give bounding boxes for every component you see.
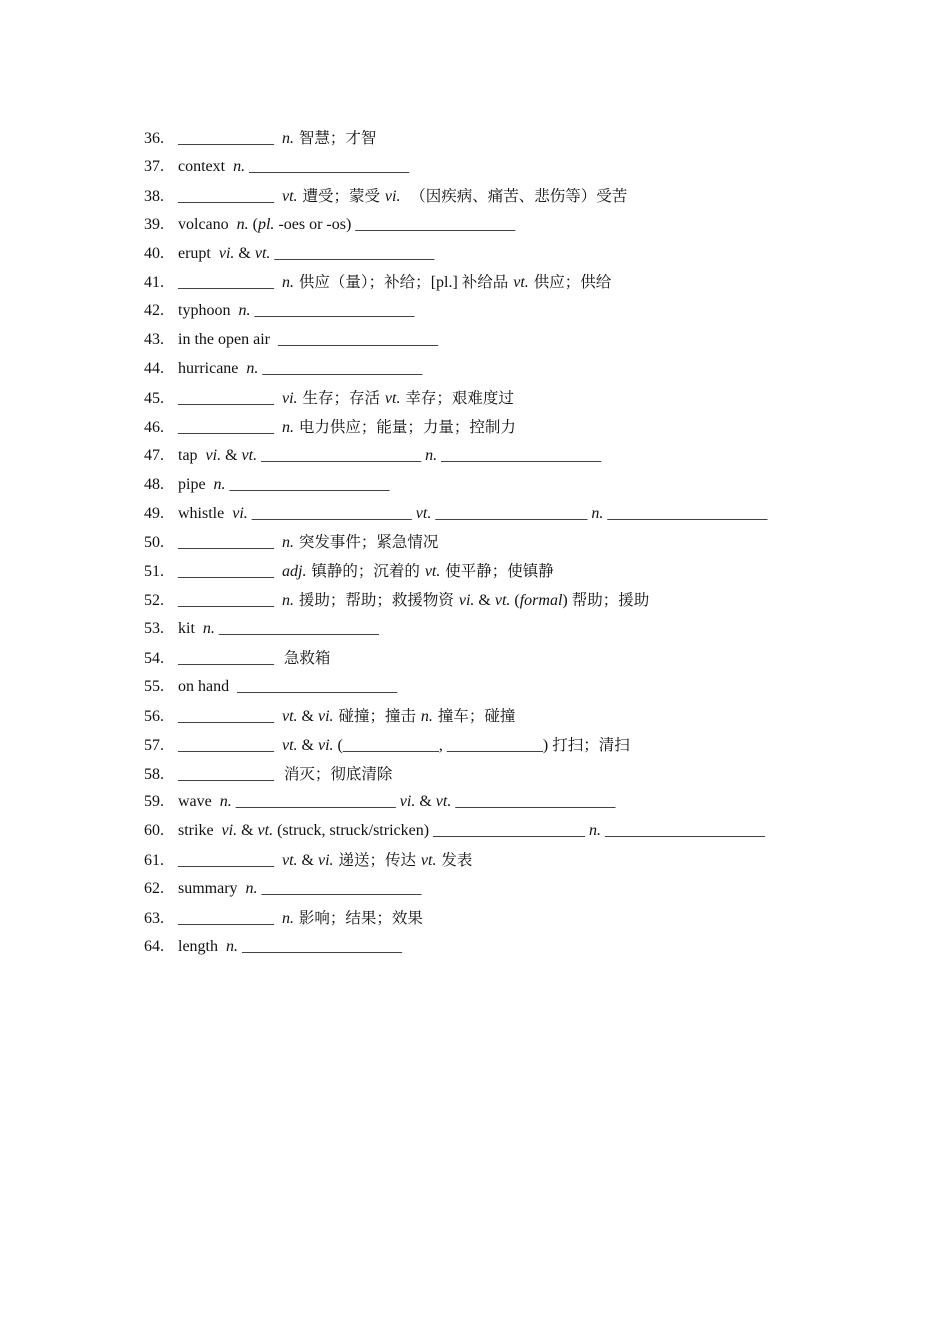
chinese-definition: 供应（量）；补给；: [294, 273, 431, 292]
item-number: 48.: [144, 475, 164, 493]
answer-blank[interactable]: ____________: [178, 707, 274, 725]
entry-text: length: [178, 937, 226, 955]
part-of-speech: n.: [219, 793, 232, 811]
part-of-speech: vi.: [318, 707, 334, 725]
answer-blank[interactable]: ____________: [178, 910, 274, 928]
chinese-definition: 撞车；碰撞: [432, 706, 516, 725]
vocab-item: [144, 182, 924, 211]
chinese-definition: （因疾病、痛苦、悲伤等）受苦: [400, 186, 628, 205]
item-number: 55.: [144, 677, 164, 695]
part-of-speech: n.: [282, 130, 294, 147]
entry-text: ____________________: [214, 620, 379, 638]
entry-text: [274, 390, 282, 407]
part-of-speech: vi.: [232, 504, 248, 522]
entry-text: (: [510, 592, 520, 610]
entry-text: context: [178, 157, 234, 175]
item-number: 36.: [144, 130, 164, 147]
item-number: 63.: [144, 910, 164, 928]
item-number: 44.: [144, 360, 164, 378]
part-of-speech: vt.: [415, 504, 432, 522]
vocab-item: [144, 442, 924, 471]
entry-text: &: [415, 793, 436, 811]
answer-blank[interactable]: ____________: [178, 592, 274, 610]
chinese-definition: 遭受；蒙受: [297, 186, 385, 205]
part-of-speech: vt.: [420, 852, 437, 870]
entry-text: [pl.]: [430, 274, 462, 292]
part-of-speech: n.: [238, 302, 251, 320]
entry-text: ____________________: [601, 822, 766, 840]
part-of-speech: n.: [282, 274, 294, 292]
item-number: 59.: [144, 793, 164, 811]
part-of-speech: n.: [282, 910, 294, 928]
entry-text: erupt: [178, 244, 219, 262]
item-number: 64.: [144, 937, 164, 955]
vocab-item: [144, 875, 924, 904]
part-of-speech: n.: [233, 157, 246, 175]
entry-text: wave: [178, 793, 220, 811]
item-number: 62.: [144, 880, 164, 898]
vocab-item: [144, 211, 924, 240]
part-of-speech: n.: [213, 475, 226, 493]
entry-text: ____________________: [451, 793, 616, 811]
chinese-definition: 突发事件；紧急情况: [294, 533, 439, 552]
vocab-item: [144, 731, 924, 760]
answer-blank[interactable]: ____________: [178, 130, 274, 147]
entry-text: ___________________: [431, 504, 592, 522]
vocab-item: [144, 904, 924, 933]
part-of-speech: n.: [236, 215, 249, 233]
answer-blank[interactable]: ____________: [178, 534, 274, 552]
entry-text: typhoon: [178, 302, 239, 320]
part-of-speech: vt.: [424, 563, 441, 581]
part-of-speech: vt.: [494, 592, 511, 610]
part-of-speech: vt.: [282, 187, 298, 205]
entry-text: kit: [178, 620, 203, 638]
vocab-item: [144, 240, 924, 269]
part-of-speech: vt.: [282, 852, 298, 870]
part-of-speech: vt.: [282, 736, 298, 754]
vocab-item: [144, 384, 924, 413]
entry-text: ____________________: [231, 793, 400, 811]
part-of-speech: vi.: [218, 244, 235, 262]
answer-blank[interactable]: ____________: [178, 390, 274, 408]
vocab-item: [144, 702, 924, 731]
item-number: 41.: [144, 274, 164, 292]
part-of-speech: vi.: [399, 793, 416, 811]
entry-text: &: [297, 707, 318, 725]
item-number: 61.: [144, 852, 164, 870]
part-of-speech: vi.: [458, 592, 475, 610]
part-of-speech: n.: [226, 937, 238, 955]
item-number: 50.: [144, 534, 164, 552]
entry-text: in the open air ____________________: [178, 331, 438, 349]
answer-blank[interactable]: ____________: [178, 650, 274, 668]
chinese-definition: 智慧；才智: [294, 129, 377, 147]
entry-text: ____________________: [603, 504, 768, 522]
entry-text: ): [562, 592, 572, 610]
vocabulary-list: [144, 124, 924, 962]
entry-text: [274, 274, 282, 291]
item-number: 37.: [144, 157, 164, 175]
part-of-speech: vt.: [513, 274, 529, 292]
part-of-speech: vt.: [241, 446, 258, 464]
item-number: 40.: [144, 244, 164, 262]
item-number: 45.: [144, 390, 164, 408]
part-of-speech: n.: [591, 504, 604, 522]
item-number: 53.: [144, 620, 164, 638]
vocab-item: [144, 355, 924, 384]
answer-blank[interactable]: ____________: [178, 765, 274, 783]
entry-text: (: [248, 215, 258, 233]
entry-text: ____________________: [257, 880, 422, 898]
item-number: 57.: [144, 736, 164, 754]
item-number: 52.: [144, 592, 164, 610]
chinese-definition: 电力供应；能量；力量；控制力: [294, 417, 516, 436]
entry-text: volcano: [178, 215, 237, 233]
entry-text: ____________________: [257, 446, 426, 464]
entry-text: &: [221, 446, 242, 464]
part-of-speech: vt.: [254, 244, 271, 262]
part-of-speech: n.: [245, 880, 258, 898]
vocab-item: [144, 326, 924, 355]
part-of-speech: vi.: [318, 852, 334, 870]
entry-text: ____________________: [258, 360, 423, 378]
chinese-definition: 帮助；援助: [571, 591, 650, 610]
entry-text: [274, 563, 282, 580]
chinese-definition: 递送；传达: [333, 851, 421, 870]
entry-text: pipe: [178, 475, 214, 493]
entry-text: [274, 592, 282, 609]
entry-text: [274, 419, 282, 436]
entry-text: [274, 708, 282, 725]
vocab-item: [144, 557, 924, 586]
entry-text: [274, 852, 282, 869]
vocab-item: [144, 586, 924, 615]
entry-text: (struck, struck/stricken) ___________________: [273, 822, 590, 840]
vocab-item: [144, 673, 924, 702]
entry-text: &: [234, 244, 255, 262]
part-of-speech: vt.: [257, 822, 274, 840]
entry-text: summary: [178, 880, 246, 898]
entry-text: ____________________: [270, 244, 435, 262]
chinese-definition: 消灭；彻底清除: [274, 764, 393, 783]
item-number: 46.: [144, 418, 164, 436]
item-number: 56.: [144, 707, 164, 725]
part-of-speech: formal: [519, 592, 563, 610]
part-of-speech: n.: [420, 707, 433, 725]
part-of-speech: n.: [282, 534, 294, 552]
item-number: 39.: [144, 215, 164, 233]
chinese-definition: 使平静；使镇静: [440, 562, 554, 581]
entry-text: on hand ____________________: [178, 677, 398, 695]
part-of-speech: vi.: [384, 187, 401, 205]
vocab-item: [144, 413, 924, 442]
entry-text: ____________________: [247, 504, 416, 522]
entry-text: &: [297, 852, 318, 870]
answer-blank[interactable]: ____________: [178, 418, 274, 436]
part-of-speech: vi.: [205, 446, 222, 464]
entry-text: [274, 910, 282, 927]
item-number: 54.: [144, 650, 164, 668]
item-number: 60.: [144, 822, 164, 840]
vocab-item: [144, 644, 924, 673]
part-of-speech: n.: [282, 418, 294, 436]
vocab-item: [144, 528, 924, 557]
vocab-item: [144, 297, 924, 326]
vocab-item: [144, 124, 924, 153]
vocab-item: [144, 760, 924, 789]
item-number: 43.: [144, 331, 164, 349]
entry-text: &: [297, 736, 318, 754]
vocab-item: [144, 615, 924, 644]
entry-text: ____________________: [238, 937, 402, 955]
item-number: 58.: [144, 765, 164, 783]
vocab-item: [144, 846, 924, 875]
item-number: 38.: [144, 187, 164, 205]
entry-text: ____________________: [225, 475, 390, 493]
entry-text: ____________________: [245, 157, 410, 175]
vocab-item: [144, 817, 924, 846]
chinese-definition: 碰撞；撞击: [333, 706, 421, 725]
part-of-speech: vi.: [318, 736, 334, 754]
entry-text: tap: [178, 446, 206, 464]
chinese-definition: 发表: [436, 851, 473, 870]
item-number: 47.: [144, 446, 164, 464]
chinese-definition: 补给品: [461, 273, 514, 292]
entry-text: strike: [178, 822, 222, 840]
chinese-definition: 急救箱: [274, 649, 331, 668]
answer-blank[interactable]: ____________: [178, 736, 274, 754]
entry-text: &: [474, 592, 495, 610]
entry-text: -oes or -os) ____________________: [274, 215, 516, 233]
answer-blank[interactable]: ____________: [178, 274, 274, 292]
answer-blank[interactable]: ____________: [178, 187, 274, 205]
entry-text: whistle: [178, 504, 233, 522]
chinese-definition: 影响；结果；效果: [294, 909, 423, 928]
entry-text: ____________________: [437, 446, 602, 464]
chinese-definition: 打扫；清扫: [552, 735, 630, 754]
entry-text: [274, 130, 282, 147]
part-of-speech: vt.: [435, 793, 452, 811]
item-number: 49.: [144, 504, 164, 522]
part-of-speech: n.: [246, 360, 259, 378]
entry-text: (____________, ____________): [333, 736, 553, 754]
vocab-item: [144, 268, 924, 297]
part-of-speech: pl.: [257, 215, 275, 233]
part-of-speech: vt.: [282, 707, 298, 725]
answer-blank[interactable]: ____________: [178, 852, 274, 870]
chinese-definition: 援助；帮助；救援物资: [294, 591, 459, 610]
vocab-item: [144, 471, 924, 500]
chinese-definition: 幸存；艰难度过: [400, 389, 514, 408]
part-of-speech: n.: [282, 592, 294, 610]
item-number: 51.: [144, 563, 164, 581]
vocab-item: [144, 153, 924, 182]
answer-blank[interactable]: ____________: [178, 563, 274, 581]
entry-text: ____________________: [250, 302, 415, 320]
part-of-speech: n.: [425, 446, 438, 464]
part-of-speech: vt.: [384, 390, 401, 408]
item-number: 42.: [144, 302, 164, 320]
entry-text: [274, 188, 282, 205]
entry-text: &: [237, 822, 258, 840]
entry-text: [274, 534, 282, 551]
entry-text: hurricane: [178, 360, 247, 378]
part-of-speech: vi.: [282, 390, 298, 408]
part-of-speech: adj.: [282, 563, 307, 581]
chinese-definition: 生存；存活: [297, 389, 385, 408]
part-of-speech: vi.: [221, 822, 238, 840]
chinese-definition: 供应；供给: [528, 273, 612, 292]
part-of-speech: n.: [202, 620, 215, 638]
vocab-item: [144, 933, 924, 962]
vocab-item: [144, 500, 924, 529]
chinese-definition: 镇静的；沉着的: [306, 562, 425, 581]
entry-text: [274, 737, 282, 754]
vocab-item: [144, 788, 924, 817]
part-of-speech: n.: [589, 822, 602, 840]
